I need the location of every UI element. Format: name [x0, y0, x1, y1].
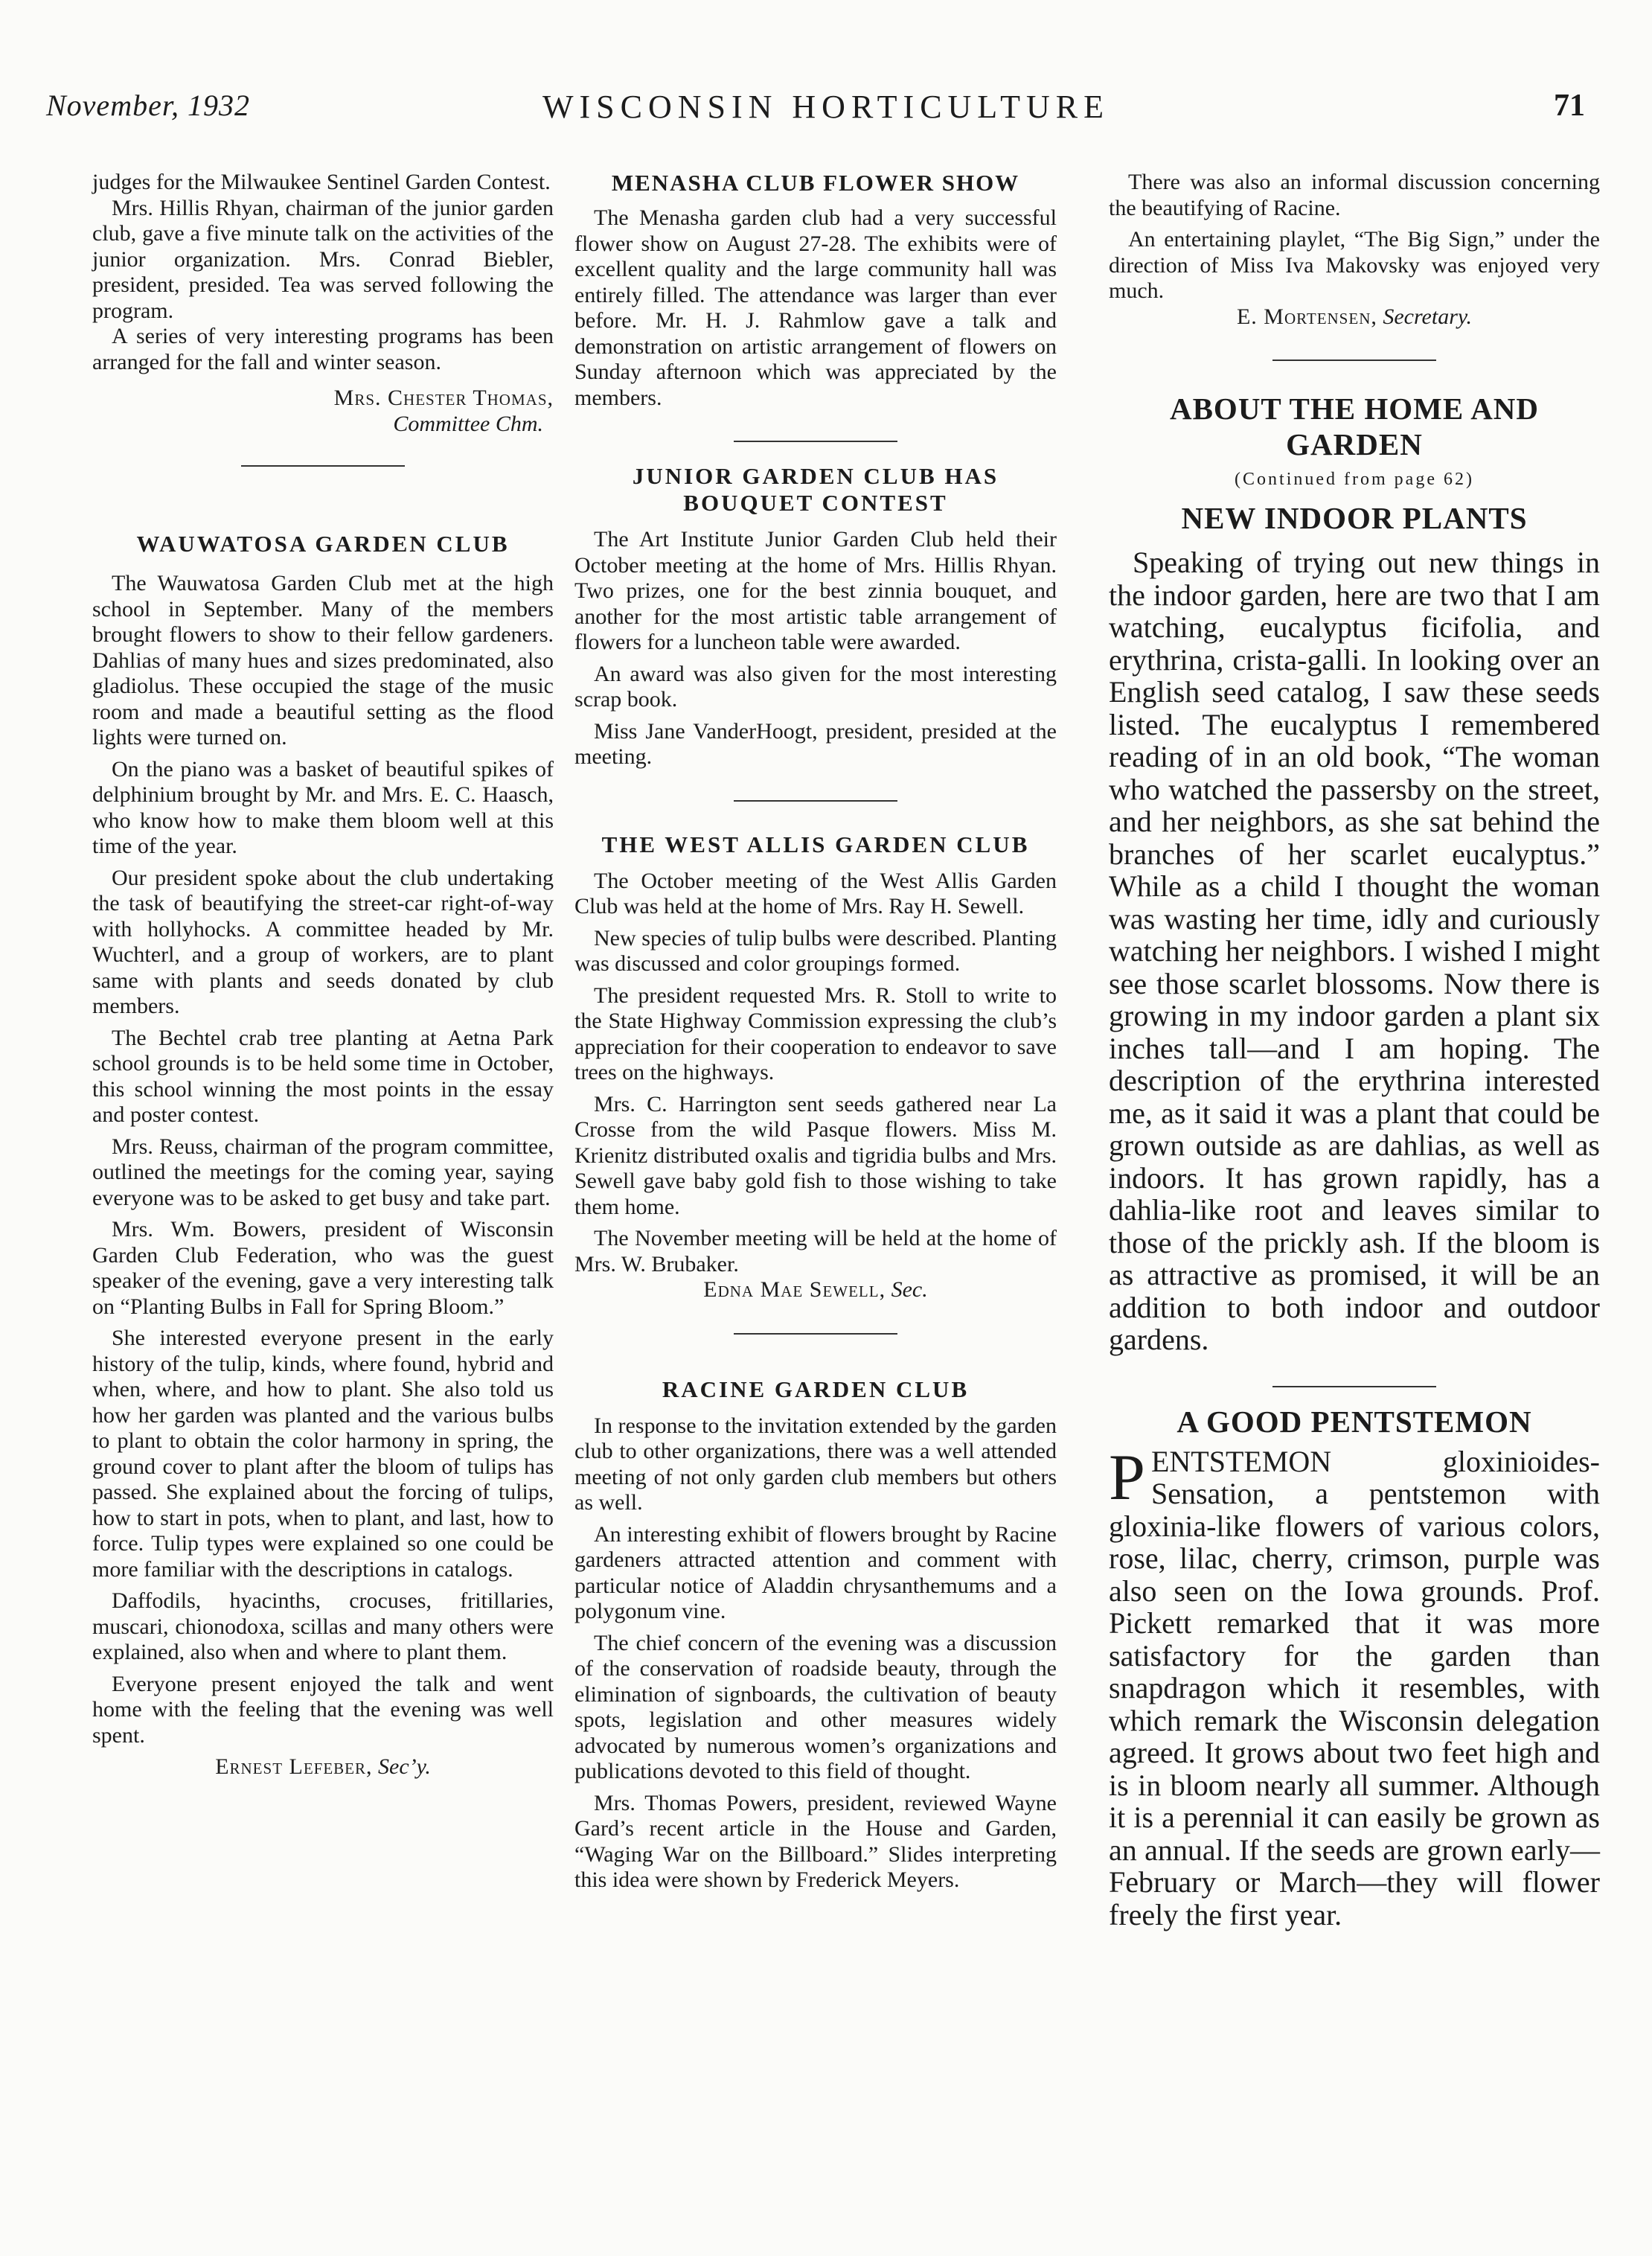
signature-title: Sec’y.: [378, 1754, 431, 1779]
signature-title: Secretary.: [1383, 304, 1473, 329]
paragraph: Mrs. Thomas Powers, president, reviewed Wayne Gard’s recent article in the House and Garden, “Waging War on the Billboard.” Slides interpreting this idea were shown by Frederick Meyers.: [574, 1790, 1057, 1892]
section-divider: [734, 441, 897, 442]
paragraph: The chief concern of the evening was a discussion of the conservation of roadside beauty, through the elimination of signboards, the cultivation of beauty spots, legislation and other measures widely advocated by numerous women’s organizations and publications devoted to this field of thought.: [574, 1630, 1057, 1783]
signature-title: Committee Chm.: [393, 411, 543, 436]
page-number: 71: [1554, 89, 1585, 123]
section-divider: [734, 800, 897, 802]
paragraph: Our president spoke about the club undertaking the task of beautifying the street-car right-of-way with hollyhocks. A committee headed by Mr. Wuchterl, and a group of workers, are to plant same with plants and seeds donated by club members.: [92, 865, 554, 1018]
section-heading-indoor-plants: NEW INDOOR PLANTS: [1181, 501, 1528, 535]
section-heading-wauwatosa: WAUWATOSA GARDEN CLUB: [136, 531, 510, 557]
section-heading-junior: JUNIOR GARDEN CLUB HAS BOUQUET CONTEST: [632, 463, 999, 516]
paragraph: The October meeting of the West Allis Garden Club was held at the home of Mrs. Ray H. Sewell.: [574, 868, 1057, 918]
signature-name: Ernest Lefeber,: [215, 1754, 373, 1779]
paragraph: The Menasha garden club had a very successful flower show on August 27-28. The exhibits were of excellent quality and the large community hall was entirely filled. The attendance was larger than ever before. Mr. H. J. Rahmlow gave a talk and demonstration on artistic arrangement of flowers on Sunday afternoon which was appreciated by the members.: [574, 205, 1057, 410]
paragraph: Daffodils, hyacinths, crocuses, fritillaries, muscari, chionodoxa, scillas and many others were explained, also when and where to plant them.: [92, 1588, 554, 1664]
paragraph: Everyone present enjoyed the talk and went home with the feeling that the evening was well spent.: [92, 1671, 554, 1748]
paragraph: Mrs. Hillis Rhyan, chairman of the junior garden club, gave a five minute talk on the activities of the junior organization. Mrs. Conrad Biebler, president, presided. Tea was served following the program.: [92, 195, 554, 323]
section-divider: [734, 1333, 897, 1335]
pentstemon-article: [1109, 1441, 1600, 1931]
issue-date: November, 1932: [46, 89, 250, 122]
paragraph: judges for the Milwaukee Sentinel Garden Contest.: [92, 170, 551, 194]
signature-name: Edna Mae Sewell,: [703, 1277, 886, 1302]
signature-title: Sec.: [891, 1277, 928, 1302]
section-heading-pentstemon: A GOOD PENTSTEMON: [1176, 1404, 1532, 1439]
paragraph: An interesting exhibit of flowers brought by Racine gardeners attracted attention and comment with particular notice of Aladdin chrysanthemums and a polygonum vine.: [574, 1521, 1057, 1623]
signature-name: Mrs. Chester Thomas,: [333, 386, 554, 410]
column-middle: [574, 170, 1057, 1894]
paragraph: Mrs. C. Harrington sent seeds gathered near La Crosse from the wild Pasque flowers. Miss M. Krienitz distributed oxalis and tigridia bulbs and Mrs. Sewell gave baby gold fish to those wishing to take them home.: [574, 1091, 1057, 1219]
continued-note: (Continued from page 62): [1235, 470, 1474, 489]
paragraph: She interested everyone present in the early history of the tulip, kinds, where found, hybrid and when, where, and how to plant. She also told us how her garden was planted and the various bulbs to plant to obtain the color harmony in spring, the ground cover to plant after the bloom of tulips has passed. She explained about the forcing of tulips, how to start in pots, when to plant, and last, how to force. Tulip types were explained so one could be more familiar with the descriptions in catalogs.: [92, 1326, 554, 1582]
section-heading-home-garden: ABOUT THE HOME AND GARDEN: [1169, 392, 1540, 461]
paragraph: The Bechtel crab tree planting at Aetna Park school grounds is to be held some time in October, this school winning the most points in the essay and poster contest.: [92, 1025, 554, 1127]
column-right: [1109, 170, 1600, 1931]
section-divider: [1272, 1386, 1436, 1387]
section-heading-west-allis: THE WEST ALLIS GARDEN CLUB: [601, 831, 1030, 857]
journal-title: WISCONSIN HORTICULTURE: [542, 89, 1110, 125]
paragraph: New species of tulip bulbs were described. Planting was discussed and color groupings formed.: [574, 925, 1057, 976]
section-divider: [1272, 360, 1436, 361]
paragraph: A series of very interesting programs has been arranged for the fall and winter season.: [92, 324, 554, 374]
signature: [574, 1277, 1057, 1303]
section-heading-menasha: MENASHA CLUB FLOWER SHOW: [611, 170, 1020, 196]
signature-name: E. Mortensen,: [1236, 304, 1377, 329]
paragraph: Mrs. Reuss, chairman of the program committee, outlined the meetings for the coming year, saying everyone was to be asked to get busy and take part.: [92, 1134, 554, 1210]
paragraph: Mrs. Wm. Bowers, president of Wisconsin Garden Club Federation, who was the guest speaker of the evening, gave a very interesting talk on “Planting Bulbs in Fall for Spring Bloom.”: [92, 1217, 554, 1319]
section-divider: [241, 465, 405, 467]
paragraph: On the piano was a basket of beautiful spikes of delphinium brought by Mr. and Mrs. E. C. Haasch, who know how to make them bloom well at this time of the year.: [92, 756, 554, 858]
paragraph: In response to the invitation extended by the garden club to other organizations, there was a well attended meeting of not only garden club members but others as well.: [574, 1413, 1057, 1515]
paragraph: The Wauwatosa Garden Club met at the high school in September. Many of the members brought flowers to show to their fellow gardeners. Dahlias of many hues and sizes predominated, also gladiolus. These occupied the stage of the music room and made a beautiful setting as the flood lights were turned on.: [92, 571, 554, 750]
page-header: [0, 88, 1652, 132]
paragraph: There was also an informal discussion concerning the beautifying of Racine.: [1109, 170, 1600, 220]
paragraph: The president requested Mrs. R. Stoll to write to the State Highway Commission expressing the club’s appreciation for their cooperation to endeavor to save trees on the highways.: [574, 982, 1057, 1084]
paragraph: The Art Institute Junior Garden Club held their October meeting at the home of Mrs. Hillis Rhyan. Two prizes, one for the best zinnia bouquet, and another for the most artistic table arrangement of flowers for a luncheon table were awarded.: [574, 527, 1057, 654]
paragraph: An award was also given for the most interesting scrap book.: [574, 661, 1057, 712]
drop-cap: P: [1109, 1441, 1145, 1514]
signature: [92, 1754, 554, 1780]
paragraph: An entertaining playlet, “The Big Sign,” under the direction of Miss Iva Makovsky was enjoyed very much.: [1109, 227, 1600, 303]
section-heading-racine: RACINE GARDEN CLUB: [662, 1375, 970, 1402]
paragraph: Miss Jane VanderHoogt, president, presided at the meeting.: [574, 718, 1057, 769]
signature: [1109, 304, 1600, 330]
paragraph: ENTSTEMON gloxinioides-Sensation, a pentstemon with gloxinia-like flowers of various colors, rose, lilac, cherry, crimson, purple was also seen on the Iowa grounds. Prof. Pickett remarked that it was more satisfactory for the garden than snapdragon which it resembles, with which remark the Wisconsin delegation agreed. It grows about two feet high and is in bloom nearly all summer. Although it is a perennial it can easily be grown as an annual. If the seeds are grown early—February or March—they will flower freely the first year.: [1109, 1444, 1600, 1931]
paragraph: Speaking of trying out new things in the indoor garden, here are two that I am watching, eucalyptus ficifolia, and erythrina, crista-galli. In looking over an English seed catalog, I saw these seeds listed. The eucalyptus I remembered reading of in an old book, “The woman who watched the passersby on the street, and her neighbors, as she sat behind the branches of her scarlet eucalyptus.” While as a child I thought the woman was wasting her time, idly and curiously watching her neighbors. I wished I might see those scarlet blossoms. Now there is growing in my indoor garden a plant six inches tall—and I am hoping. The description of the erythrina interested me, as it said it was a plant that could be grown outside as are dahlias, as well as indoors. It has grown rapidly, has a dahlia-like root and leaves similar to those of the prickly ash. If the bloom is as attractive as promised, it will be an addition to both indoor and outdoor gardens.: [1109, 546, 1600, 1356]
paragraph: The November meeting will be held at the home of Mrs. W. Brubaker.: [574, 1226, 1057, 1276]
column-left: [92, 170, 554, 1780]
